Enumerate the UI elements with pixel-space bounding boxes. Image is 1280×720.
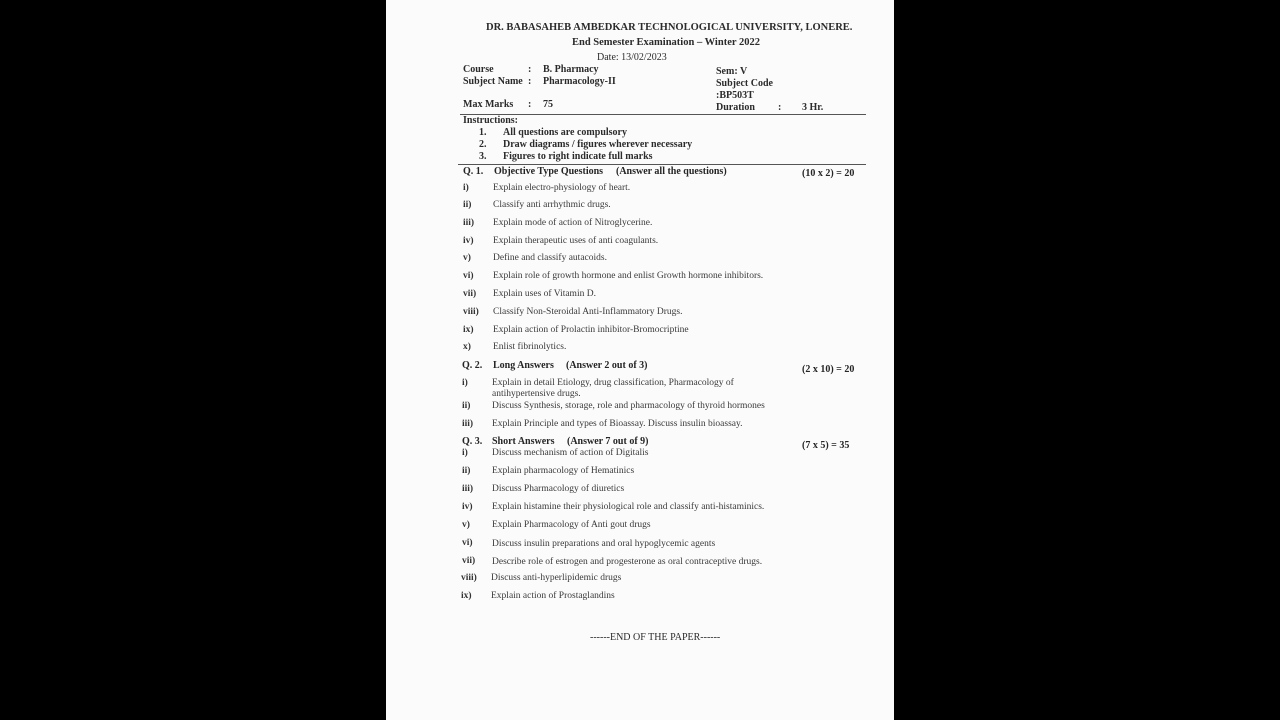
sub-question-text: Discuss anti-hyperlipidemic drugs (491, 573, 622, 583)
question-title: Short Answers (492, 436, 555, 447)
subject-name-sep: : (528, 76, 532, 87)
sub-question-number: i) (463, 183, 469, 193)
instruction-text: All questions are compulsory (503, 127, 627, 138)
sub-question-number: iii) (462, 484, 474, 494)
instruction-text: Figures to right indicate full marks (503, 151, 653, 162)
instruction-num: 2. (479, 139, 487, 150)
sub-question-number: vi) (462, 538, 473, 548)
sub-question-text: Explain Pharmacology of Anti gout drugs (492, 520, 651, 530)
question-note: (Answer 7 out of 9) (567, 436, 649, 447)
question-number: Q. 1. (463, 166, 484, 177)
sub-question-text: Explain Principle and types of Bioassay. Discuss insulin bioassay. (492, 419, 743, 429)
duration-value: 3 Hr. (802, 102, 824, 113)
question-number: Q. 3. (462, 436, 483, 447)
question-title: Long Answers (493, 360, 554, 371)
sub-question-number: iv) (463, 236, 474, 246)
sub-question-text: Explain pharmacology of Hematinics (492, 466, 635, 476)
exam-title: End Semester Examination – Winter 2022 (572, 37, 760, 48)
sub-question-number: ix) (463, 325, 474, 335)
sub-question-number: iii) (463, 218, 475, 228)
question-note: (Answer 2 out of 3) (566, 360, 648, 371)
sub-question-text: Explain electro-physiology of heart. (493, 183, 631, 193)
sub-question-text: Explain histamine their physiological role and classify anti-histaminics. (492, 502, 765, 512)
sub-question-text: Discuss mechanism of action of Digitalis (492, 448, 649, 458)
sub-question-text: Explain in detail Etiology, drug classification, Pharmacology of (492, 378, 734, 388)
sub-question-number: i) (462, 448, 468, 458)
sub-question-number: iv) (462, 502, 473, 512)
sub-question-number: i) (462, 378, 468, 388)
course-sep: : (528, 64, 532, 75)
course-label: Course (463, 64, 494, 75)
university-title: DR. BABASAHEB AMBEDKAR TECHNOLOGICAL UNIVERSITY, LONERE. (486, 22, 853, 33)
sub-question-number: viii) (463, 307, 479, 317)
duration-sep: : (778, 102, 782, 113)
sub-question-number: ii) (463, 200, 472, 210)
sub-question-number: ii) (462, 466, 471, 476)
sub-question-text-cont: antihypertensive drugs. (492, 389, 581, 399)
sub-question-number: v) (463, 253, 471, 263)
end-of-paper: ------END OF THE PAPER------ (590, 632, 721, 643)
question-marks: (2 x 10) = 20 (802, 364, 855, 375)
question-marks: (7 x 5) = 35 (802, 440, 850, 451)
sub-question-text: Explain mode of action of Nitroglycerine. (493, 218, 653, 228)
sub-question-text: Define and classify autacoids. (493, 253, 607, 263)
header-divider (460, 114, 866, 115)
sub-question-text: Explain action of Prostaglandins (491, 591, 615, 601)
exam-date: Date: 13/02/2023 (597, 52, 667, 63)
sub-question-text: Explain action of Prolactin inhibitor-Bromocriptine (493, 325, 689, 335)
sub-question-text: Discuss Pharmacology of diuretics (492, 484, 625, 494)
semester: Sem: V (716, 66, 748, 77)
sub-question-number: vii) (463, 289, 477, 299)
instruction-num: 3. (479, 151, 487, 162)
subject-name-label: Subject Name (463, 76, 523, 87)
sub-question-number: ii) (462, 401, 471, 411)
sub-question-number: v) (462, 520, 470, 530)
sub-question-text: Explain uses of Vitamin D. (493, 289, 596, 299)
sub-question-number: vi) (463, 271, 474, 281)
sub-question-number: ix) (461, 591, 472, 601)
duration-label: Duration (716, 102, 755, 113)
question-title: Objective Type Questions (494, 166, 604, 177)
subject-name-value: Pharmacology-II (543, 76, 616, 87)
instruction-text: Draw diagrams / figures wherever necessary (503, 139, 693, 150)
max-marks-label: Max Marks (463, 99, 514, 110)
instruction-num: 1. (479, 127, 487, 138)
sub-question-number: x) (463, 342, 471, 352)
sub-question-text: Classify Non-Steroidal Anti-Inflammatory Drugs. (493, 307, 683, 317)
question-marks: (10 x 2) = 20 (802, 168, 855, 179)
max-marks-sep: : (528, 99, 532, 110)
subject-code-value: :BP503T (716, 90, 754, 101)
question-number: Q. 2. (462, 360, 483, 371)
sub-question-text: Explain role of growth hormone and enlist Growth hormone inhibitors. (493, 271, 764, 281)
instructions-divider (458, 164, 866, 165)
instructions-title: Instructions: (463, 115, 519, 126)
sub-question-number: vii) (462, 556, 476, 566)
sub-question-text: Classify anti arrhythmic drugs. (493, 200, 611, 210)
sub-question-number: iii) (462, 419, 474, 429)
sub-question-text: Discuss insulin preparations and oral hypoglycemic agents (492, 539, 716, 549)
max-marks-value: 75 (543, 99, 553, 110)
sub-question-text: Discuss Synthesis, storage, role and pharmacology of thyroid hormones (492, 401, 765, 411)
sub-question-number: viii) (461, 573, 477, 583)
sub-question-text: Describe role of estrogen and progesterone as oral contraceptive drugs. (492, 557, 763, 567)
course-value: B. Pharmacy (543, 64, 599, 75)
question-note: (Answer all the questions) (616, 166, 727, 177)
exam-paper-page (386, 0, 894, 720)
sub-question-text: Enlist fibrinolytics. (493, 342, 567, 352)
subject-code-label: Subject Code (716, 78, 773, 89)
sub-question-text: Explain therapeutic uses of anti coagulants. (493, 236, 659, 246)
